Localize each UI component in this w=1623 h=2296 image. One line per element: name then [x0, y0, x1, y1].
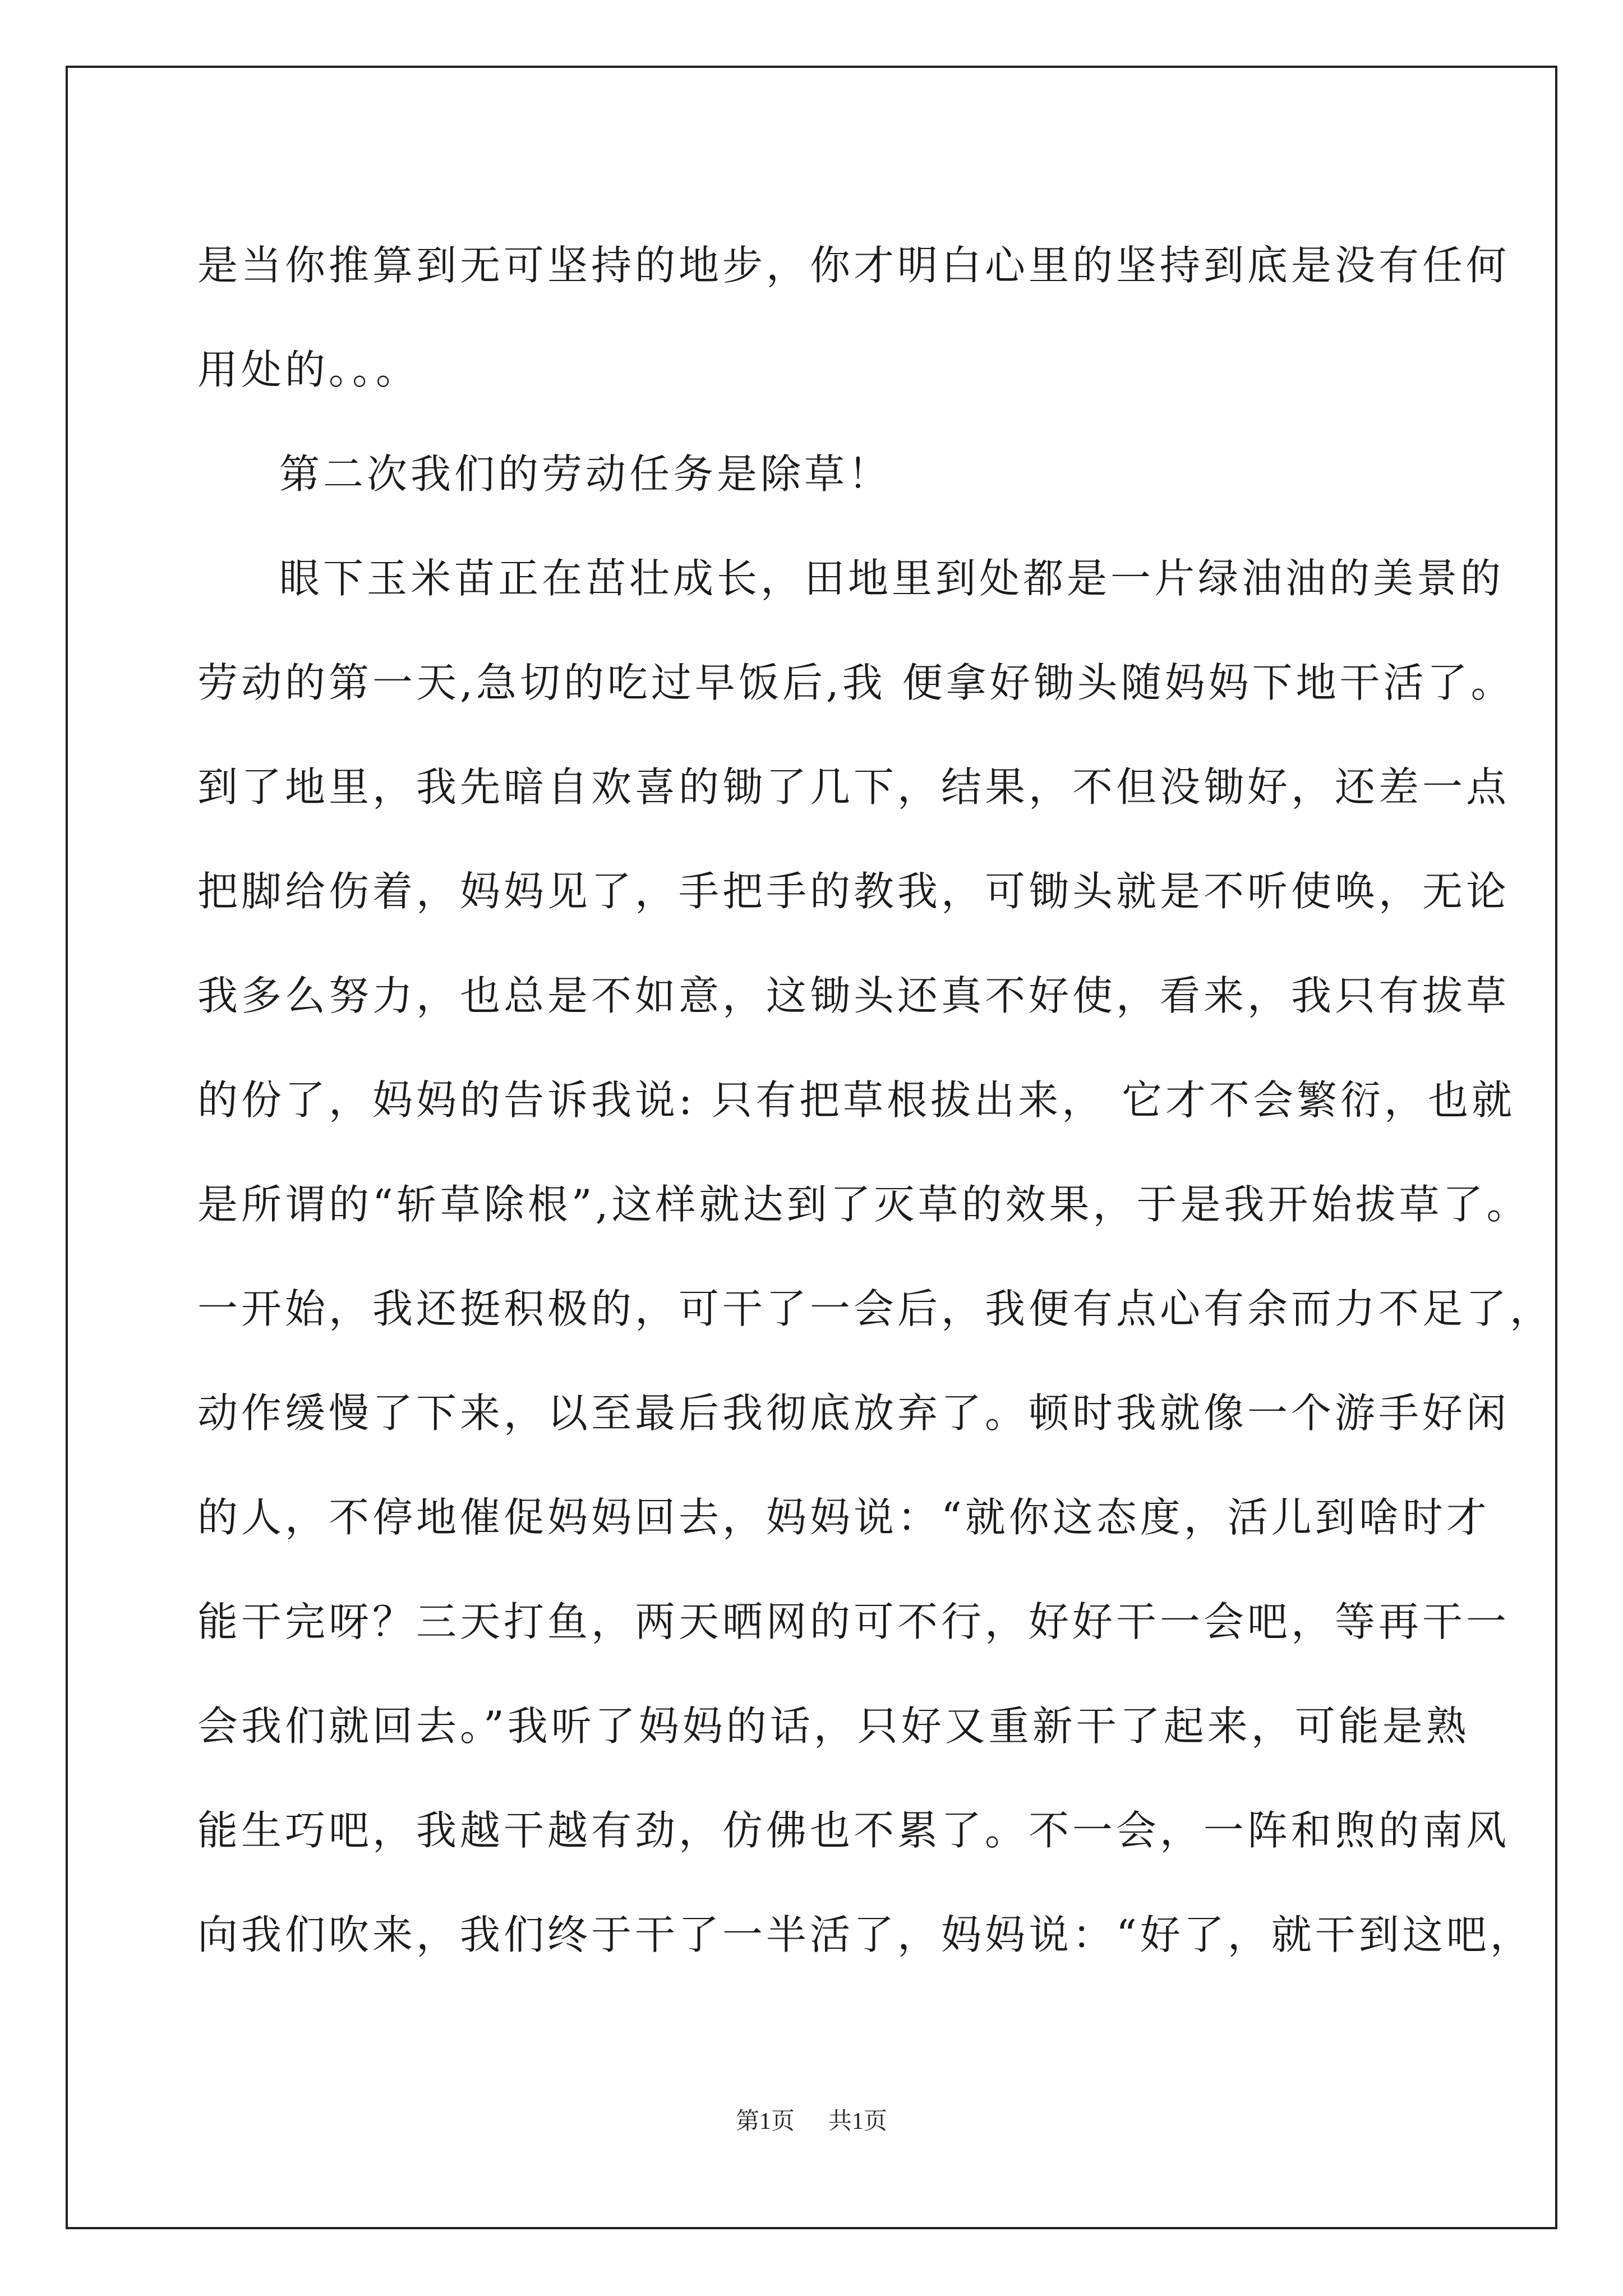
text-line: 第二次我们的劳动任务是除草！	[279, 450, 892, 498]
page-number: 第1页	[735, 2109, 795, 2134]
page-total: 共1页	[828, 2109, 888, 2134]
text-line: 到了地里，我先暗自欢喜的锄了几下，结果，不但没锄好，还差一点	[197, 763, 1510, 811]
text-line: 向我们吹来，我们终于干了一半活了，妈妈说：“好了，就干到这吧，	[197, 1911, 1534, 1958]
text-line: 动作缓慢了下来，以至最后我彻底放弃了。顿时我就像一个游手好闲	[197, 1389, 1510, 1437]
text-line: 是所谓的“斩草除根”,这样就达到了灭草的效果，于是我开始拔草了。	[197, 1181, 1530, 1228]
text-line: 的人，不停地催促妈妈回去，妈妈说：“就你这态度，活儿到啥时才	[197, 1494, 1490, 1541]
text-line: 用处的。。。	[197, 346, 420, 393]
text-line: 我多么努力，也总是不如意，这锄头还真不好使，看来，我只有拔草	[197, 972, 1510, 1019]
page-footer	[0, 2105, 1623, 2138]
text-line: 能干完呀？三天打鱼，两天晒网的可不行，好好干一会吧，等再干一	[197, 1598, 1510, 1645]
text-line: 把脚给伤着，妈妈见了，手把手的教我，可锄头就是不听使唤，无论	[197, 868, 1510, 915]
text-line: 能生巧吧，我越干越有劲，仿佛也不累了。不一会，一阵和煦的南风	[197, 1807, 1510, 1854]
document-body	[197, 213, 1554, 1987]
text-line: 眼下玉米苗正在茁壮成长，田地里到处都是一片绿油油的美景的	[279, 555, 1505, 602]
text-line: 会我们就回去。”我听了妈妈的话，只好又重新干了起来，可能是熟	[197, 1703, 1470, 1750]
text-line: 劳动的第一天,急切的吃过早饭后,我 便拿好锄头随妈妈下地干活了。	[197, 659, 1515, 706]
text-line: 的份了，妈妈的告诉我说: 只有把草根拔出来， 它才不会繁衍，也就	[197, 1076, 1516, 1124]
text-line: 一开始，我还挺积极的，可干了一会后，我便有点心有余而力不足了，	[197, 1285, 1554, 1332]
text-line: 是当你推算到无可坚持的地步，你才明白心里的坚持到底是没有任何	[197, 242, 1510, 289]
